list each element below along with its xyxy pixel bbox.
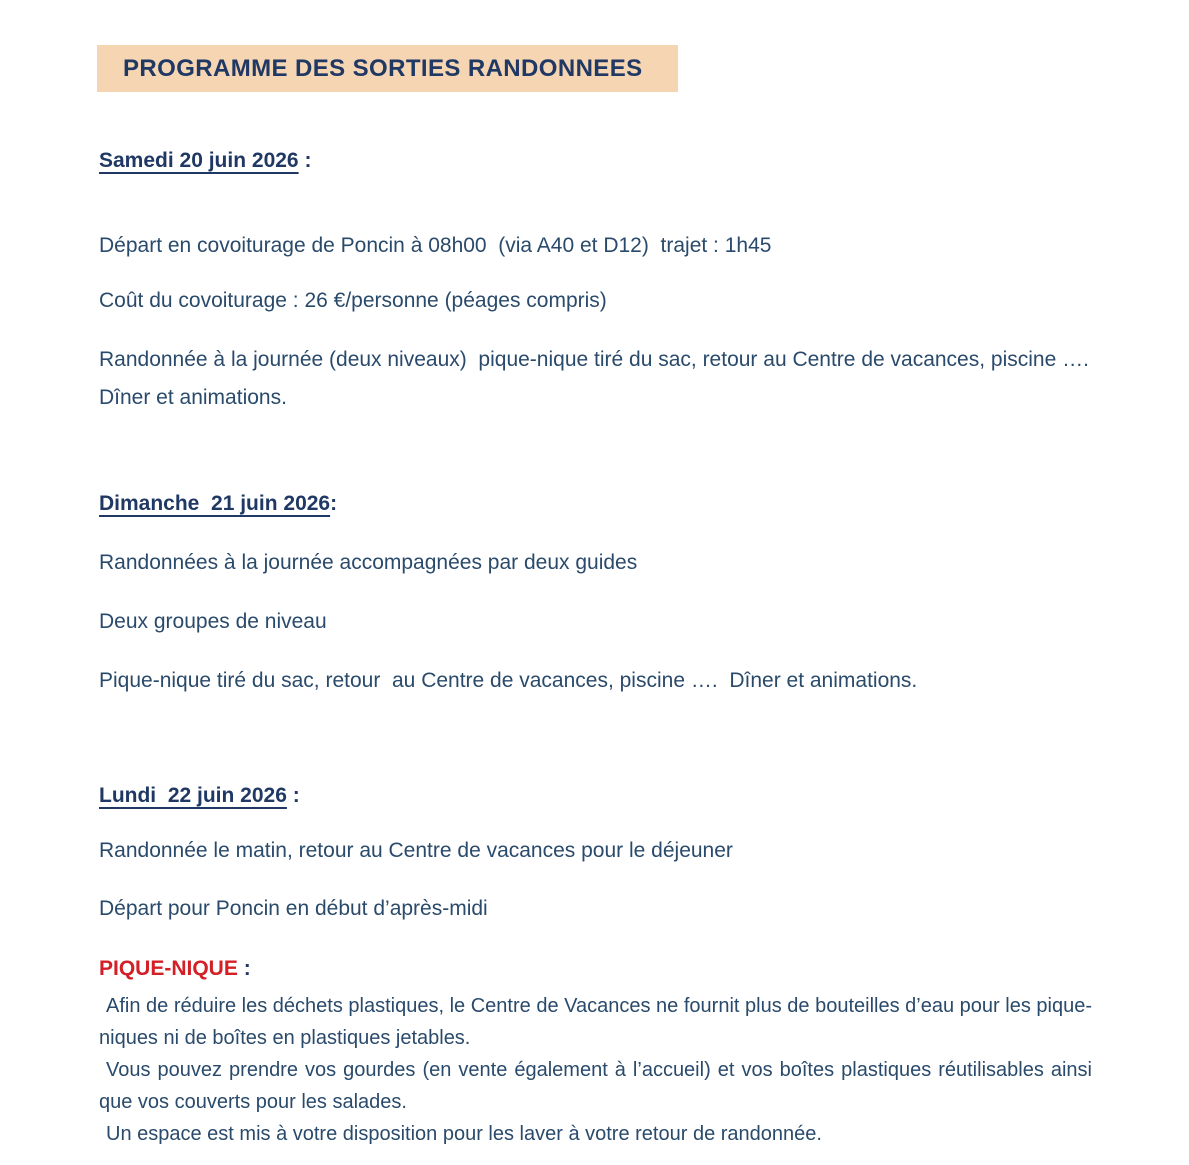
section-heading-samedi bbox=[99, 148, 1092, 173]
section-heading-lundi bbox=[99, 783, 1092, 808]
picnic-heading-text: PIQUE-NIQUE bbox=[99, 957, 238, 980]
paragraph-deux-groupes: Deux groupes de niveau bbox=[99, 610, 327, 633]
picnic-heading bbox=[99, 956, 1092, 981]
paragraph-cout-covoiturage: Coût du covoiturage : 26 €/personne (péages compris) bbox=[99, 289, 607, 312]
paragraph-depart-covoiturage: Départ en covoiturage de Poncin à 08h00 (via A40 et D12) trajet : 1h45 bbox=[99, 234, 772, 257]
paragraph-depart-poncin: Départ pour Poncin en début d’après-midi bbox=[99, 897, 488, 920]
section-date: Dimanche 21 juin 2026 bbox=[99, 492, 331, 515]
section-date-suffix: : bbox=[286, 784, 300, 807]
picnic-paragraph-espace: Un espace est mis à votre disposition pour les laver à votre retour de randonnée. bbox=[106, 1123, 822, 1145]
section-date: Samedi 20 juin 2026 bbox=[99, 149, 299, 172]
paragraph-pique-nique-sac: Pique-nique tiré du sac, retour au Centre de vacances, piscine …. Dîner et animations. bbox=[99, 669, 918, 692]
section-heading-dimanche bbox=[99, 491, 1092, 516]
picnic-paragraph-dechets: Afin de réduire les déchets plastiques, le Centre de Vacances ne fournit plus de bouteilles d’eau pour les pique-niques ni de boîtes en plastiques jetables. bbox=[99, 995, 1092, 1049]
section-date: Lundi 22 juin 2026 bbox=[99, 784, 287, 807]
section-date-suffix: : bbox=[330, 492, 338, 515]
title-banner bbox=[97, 45, 678, 92]
picnic-paragraph-gourdes: Vous pouvez prendre vos gourdes (en vente également à l’accueil) et vos boîtes plastiques réutilisables ainsi que vos couverts pour les salades. bbox=[99, 1059, 1092, 1113]
section-date-suffix: : bbox=[298, 149, 312, 172]
picnic-heading-suffix: : bbox=[237, 957, 251, 980]
paragraph-randonnee-journee: Randonnée à la journée (deux niveaux) pique-nique tiré du sac, retour au Centre de vacances, piscine …. Dîner et animations. bbox=[99, 348, 1095, 409]
paragraph-randonnees-guides: Randonnées à la journée accompagnées par deux guides bbox=[99, 551, 638, 574]
page-title: PROGRAMME DES SORTIES RANDONNEES bbox=[123, 54, 643, 82]
paragraph-randonnee-matin: Randonnée le matin, retour au Centre de vacances pour le déjeuner bbox=[99, 839, 733, 862]
